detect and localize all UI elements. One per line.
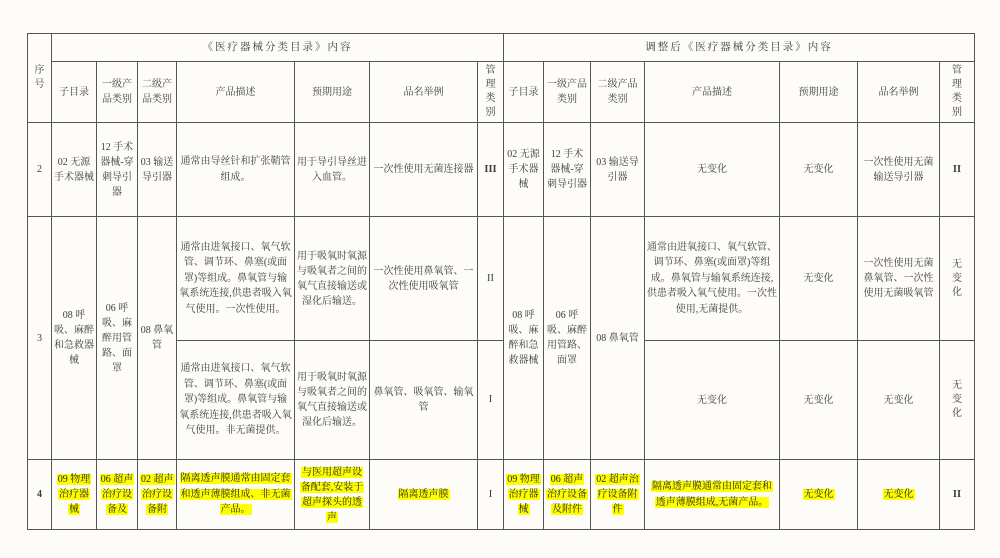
row4-right-names: 无变化 — [858, 460, 940, 530]
row3-right-sub1-class: 无变化 — [940, 217, 975, 341]
row4-left-desc: 隔离透声膜通常由固定套和透声薄膜组成、非无菌产品。 — [177, 460, 295, 530]
classification-comparison-table — [27, 33, 975, 530]
row4-left-subdir: 09 物理治疗器械 — [52, 460, 97, 530]
header-left-cat2: 二级产品类别 — [138, 62, 177, 123]
row3-left-sub1-use: 用于吸氧时氧源与吸氧者之间的氧气直接输送或湿化后输送。 — [295, 217, 370, 341]
table-row-highlighted — [28, 460, 975, 530]
row3-left-sub1-desc: 通常由进氧接口、氧气软管、调节环、鼻塞(或面罩)等组成。鼻氧管与输氧系统连接,供患者吸入氧气使用。一次性使用。 — [177, 217, 295, 341]
row2-right-desc: 无变化 — [645, 123, 780, 217]
row4-left-names: 隔离透声膜 — [370, 460, 478, 530]
header-right-names: 品名举例 — [858, 62, 940, 123]
row2-right-cat2: 03 输送导引器 — [591, 123, 645, 217]
row4-right-cat1: 06 超声治疗设备及附件 — [544, 460, 591, 530]
row3-right-sub2-class: 无变化 — [940, 341, 975, 460]
row3-left-sub1-names: 一次性使用鼻氧管、一次性使用吸氧管 — [370, 217, 478, 341]
header-left-desc: 产品描述 — [177, 62, 295, 123]
row3-left-subdir: 08 呼吸、麻醉和急救器械 — [52, 217, 97, 460]
header-right-use: 预期用途 — [780, 62, 858, 123]
row4-left-use: 与医用超声设备配套,安装于超声探头的透声 — [295, 460, 370, 530]
row3-left-sub2-desc: 通常由进氧接口、氧气软管、调节环、鼻塞(或面罩)等组成。鼻氧管与输氧系统连接,供患者吸入氧气使用。非无菌提供。 — [177, 341, 295, 460]
header-left-cat1: 一级产品类别 — [97, 62, 138, 123]
row3-left-sub2-class: I — [478, 341, 504, 460]
row3-right-sub1-desc: 通常由进氧接口、氧气软管、调节环、鼻塞(或面罩)等组成。鼻氧管与输氧系统连接,供患者吸入氧气使用。一次性使用,无菌提供。 — [645, 217, 780, 341]
row4-left-cat2: 02 超声治疗设备附 — [138, 460, 177, 530]
row2-left-class: III — [478, 123, 504, 217]
row3-right-sub2-desc: 无变化 — [645, 341, 780, 460]
row3-right-sub2-use: 无变化 — [780, 341, 858, 460]
row2-right-subdir: 02 无源手术器械 — [504, 123, 544, 217]
header-left-names: 品名举例 — [370, 62, 478, 123]
header-left-subdir: 子目录 — [52, 62, 97, 123]
row2-serial: 2 — [28, 123, 52, 217]
row2-right-names: 一次性使用无菌输送导引器 — [858, 123, 940, 217]
header-left-class: 管理类别 — [478, 62, 504, 123]
row3-left-cat1: 06 呼吸、麻醉用管路、面罩 — [97, 217, 138, 460]
row3-right-subdir: 08 呼吸、麻醉和急救器械 — [504, 217, 544, 460]
header-right-desc: 产品描述 — [645, 62, 780, 123]
row3-right-cat2: 08 鼻氧管 — [591, 217, 645, 460]
row3-right-sub1-names: 一次性使用无菌鼻氧管、一次性使用无菌吸氧管 — [858, 217, 940, 341]
row3-left-sub2-names: 鼻氧管、吸氧管、输氧管 — [370, 341, 478, 460]
row2-right-cat1: 12 手术器械-穿刺导引器 — [544, 123, 591, 217]
row4-right-use: 无变化 — [780, 460, 858, 530]
header-original-title: 《医疗器械分类目录》内容 — [52, 34, 504, 62]
row4-left-cat1: 06 超声治疗设备及 — [97, 460, 138, 530]
row2-left-names: 一次性使用无菌连接器 — [370, 123, 478, 217]
row3-left-sub1-class: II — [478, 217, 504, 341]
row3-right-sub2-names: 无变化 — [858, 341, 940, 460]
row2-right-use: 无变化 — [780, 123, 858, 217]
header-right-cat2: 二级产品类别 — [591, 62, 645, 123]
header-right-subdir: 子目录 — [504, 62, 544, 123]
row4-right-subdir: 09 物理治疗器械 — [504, 460, 544, 530]
header-left-use: 预期用途 — [295, 62, 370, 123]
header-right-class: 管理类别 — [940, 62, 975, 123]
table-row — [28, 217, 975, 341]
header-serial: 序号 — [28, 34, 52, 123]
row2-left-cat2: 03 输送导引器 — [138, 123, 177, 217]
row3-serial: 3 — [28, 217, 52, 460]
row2-left-use: 用于导引导丝进入血管。 — [295, 123, 370, 217]
row3-right-sub1-use: 无变化 — [780, 217, 858, 341]
row4-right-desc: 隔离透声膜通常由固定套和透声薄膜组成,无菌产品。 — [645, 460, 780, 530]
row2-right-class: II — [940, 123, 975, 217]
row4-serial: 4 — [28, 460, 52, 530]
table-row — [28, 123, 975, 217]
row4-right-class: II — [940, 460, 975, 530]
row2-left-cat1: 12 手术器械-穿刺导引器 — [97, 123, 138, 217]
row3-right-cat1: 06 呼吸、麻醉用管路、面罩 — [544, 217, 591, 460]
row4-right-cat2: 02 超声治疗设备附件 — [591, 460, 645, 530]
header-right-cat1: 一级产品类别 — [544, 62, 591, 123]
row4-left-class: I — [478, 460, 504, 530]
row3-left-cat2: 08 鼻氧管 — [138, 217, 177, 460]
row2-left-subdir: 02 无源手术器械 — [52, 123, 97, 217]
row2-left-desc: 通常由导丝针和扩张鞘管组成。 — [177, 123, 295, 217]
row3-left-sub2-use: 用于吸氧时氧源与吸氧者之间的氧气直接输送或湿化后输送。 — [295, 341, 370, 460]
header-adjusted-title: 调整后《医疗器械分类目录》内容 — [504, 34, 975, 62]
